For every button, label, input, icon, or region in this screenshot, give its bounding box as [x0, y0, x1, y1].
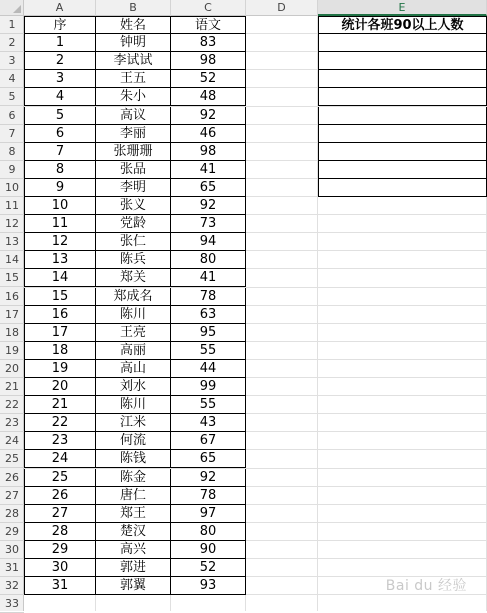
table-cell[interactable]: 80: [171, 523, 246, 541]
table-cell[interactable]: 张义: [96, 197, 171, 215]
table-header-cell[interactable]: 语文: [171, 16, 246, 34]
table-cell[interactable]: 23: [24, 432, 96, 450]
row-header-30[interactable]: 30: [0, 541, 24, 559]
table-cell[interactable]: 98: [171, 52, 246, 70]
table-cell[interactable]: 29: [24, 541, 96, 559]
row-header-19[interactable]: 19: [0, 342, 24, 360]
table-cell[interactable]: 92: [171, 107, 246, 125]
table-cell[interactable]: 12: [24, 233, 96, 251]
table-cell[interactable]: 王五: [96, 70, 171, 88]
table-cell[interactable]: 郑王: [96, 505, 171, 523]
select-all-corner[interactable]: [0, 0, 24, 16]
row-header-15[interactable]: 15: [0, 269, 24, 287]
table-cell[interactable]: 18: [24, 342, 96, 360]
table-cell[interactable]: 44: [171, 360, 246, 378]
summary-empty-cell[interactable]: [318, 143, 487, 161]
column-header-bar: [24, 0, 487, 16]
table-cell[interactable]: 6: [24, 125, 96, 143]
table-cell[interactable]: 25: [24, 469, 96, 487]
row-header-11[interactable]: 11: [0, 197, 24, 215]
table-cell[interactable]: 73: [171, 215, 246, 233]
table-cell[interactable]: 19: [24, 360, 96, 378]
row-header-23[interactable]: 23: [0, 414, 24, 432]
table-cell[interactable]: 唐仁: [96, 487, 171, 505]
row-header-18[interactable]: 18: [0, 324, 24, 342]
row-header-3[interactable]: 3: [0, 52, 24, 70]
row-header-32[interactable]: 32: [0, 577, 24, 595]
row-header-29[interactable]: 29: [0, 523, 24, 541]
table-cell[interactable]: 48: [171, 88, 246, 106]
summary-empty-cell[interactable]: [318, 125, 487, 143]
table-cell[interactable]: 52: [171, 70, 246, 88]
row-header-10[interactable]: 10: [0, 179, 24, 197]
row-header-21[interactable]: 21: [0, 378, 24, 396]
table-cell[interactable]: 43: [171, 414, 246, 432]
row-header-28[interactable]: 28: [0, 505, 24, 523]
table-cell[interactable]: 陈川: [96, 306, 171, 324]
table-cell[interactable]: 党龄: [96, 215, 171, 233]
table-cell[interactable]: 李试试: [96, 52, 171, 70]
summary-empty-cell[interactable]: [318, 161, 487, 179]
table-cell[interactable]: 20: [24, 378, 96, 396]
table-cell[interactable]: 92: [171, 197, 246, 215]
table-cell[interactable]: 28: [24, 523, 96, 541]
row-header-4[interactable]: 4: [0, 70, 24, 88]
summary-empty-cell[interactable]: [318, 34, 487, 52]
table-cell[interactable]: 24: [24, 450, 96, 468]
table-cell[interactable]: 16: [24, 306, 96, 324]
table-cell[interactable]: 1: [24, 34, 96, 52]
row-header-24[interactable]: 24: [0, 432, 24, 450]
table-cell[interactable]: 31: [24, 577, 96, 595]
row-header-9[interactable]: 9: [0, 161, 24, 179]
table-cell[interactable]: 高丽: [96, 342, 171, 360]
summary-empty-cell[interactable]: [318, 70, 487, 88]
row-header-27[interactable]: 27: [0, 487, 24, 505]
table-cell[interactable]: 陈金: [96, 469, 171, 487]
table-cell[interactable]: 陈川: [96, 396, 171, 414]
table-cell[interactable]: 7: [24, 143, 96, 161]
table-cell[interactable]: 17: [24, 324, 96, 342]
table-cell[interactable]: 63: [171, 306, 246, 324]
table-cell[interactable]: 高议: [96, 107, 171, 125]
table-cell[interactable]: 江米: [96, 414, 171, 432]
table-cell[interactable]: 55: [171, 396, 246, 414]
table-cell[interactable]: 张仁: [96, 233, 171, 251]
table-cell[interactable]: 55: [171, 342, 246, 360]
summary-title-cell[interactable]: 统计各班90以上人数: [318, 16, 487, 34]
row-header-14[interactable]: 14: [0, 251, 24, 269]
table-cell[interactable]: 8: [24, 161, 96, 179]
table-cell[interactable]: 65: [171, 179, 246, 197]
table-cell[interactable]: 94: [171, 233, 246, 251]
table-cell[interactable]: 52: [171, 559, 246, 577]
table-cell[interactable]: 钟明: [96, 34, 171, 52]
table-cell[interactable]: 80: [171, 251, 246, 269]
row-header-33[interactable]: 33: [0, 595, 24, 613]
table-cell[interactable]: 2: [24, 52, 96, 70]
table-cell[interactable]: 41: [171, 161, 246, 179]
table-cell[interactable]: 李明: [96, 179, 171, 197]
row-header-5[interactable]: 5: [0, 88, 24, 106]
table-cell[interactable]: 83: [171, 34, 246, 52]
table-cell[interactable]: 张品: [96, 161, 171, 179]
table-cell[interactable]: 26: [24, 487, 96, 505]
summary-empty-cell[interactable]: [318, 88, 487, 106]
table-cell[interactable]: 高兴: [96, 541, 171, 559]
table-cell[interactable]: 46: [171, 125, 246, 143]
watermark: Bai du 经验: [385, 578, 467, 594]
table-cell[interactable]: 郭进: [96, 559, 171, 577]
table-cell[interactable]: 高山: [96, 360, 171, 378]
summary-empty-cell[interactable]: [318, 179, 487, 197]
row-header-bar: [0, 16, 24, 611]
table-cell[interactable]: 14: [24, 269, 96, 287]
table-cell[interactable]: 朱小: [96, 88, 171, 106]
table-cell[interactable]: 陈钱: [96, 450, 171, 468]
summary-empty-cell[interactable]: [318, 52, 487, 70]
table-cell[interactable]: 李丽: [96, 125, 171, 143]
table-cell[interactable]: 98: [171, 143, 246, 161]
table-cell[interactable]: 何流: [96, 432, 171, 450]
table-cell[interactable]: 92: [171, 469, 246, 487]
table-cell[interactable]: 99: [171, 378, 246, 396]
table-cell[interactable]: 王亮: [96, 324, 171, 342]
row-header-20[interactable]: 20: [0, 360, 24, 378]
table-cell[interactable]: 5: [24, 107, 96, 125]
row-header-1[interactable]: 1: [0, 16, 24, 34]
table-cell[interactable]: 93: [171, 577, 246, 595]
table-cell[interactable]: 郑关: [96, 269, 171, 287]
row-header-7[interactable]: 7: [0, 125, 24, 143]
table-cell[interactable]: 78: [171, 288, 246, 306]
table-cell[interactable]: 13: [24, 251, 96, 269]
table-cell[interactable]: 22: [24, 414, 96, 432]
select-all-triangle-icon: [13, 5, 21, 13]
row-header-22[interactable]: 22: [0, 396, 24, 414]
row-header-2[interactable]: 2: [0, 34, 24, 52]
row-header-25[interactable]: 25: [0, 450, 24, 468]
table-cell[interactable]: 21: [24, 396, 96, 414]
table-cell[interactable]: 27: [24, 505, 96, 523]
row-header-12[interactable]: 12: [0, 215, 24, 233]
table-cell[interactable]: 97: [171, 505, 246, 523]
column-header-c[interactable]: C: [171, 0, 246, 16]
summary-empty-cell[interactable]: [318, 107, 487, 125]
table-cell[interactable]: 9: [24, 179, 96, 197]
table-cell[interactable]: 67: [171, 432, 246, 450]
table-cell[interactable]: 刘水: [96, 378, 171, 396]
column-header-e[interactable]: E: [318, 0, 487, 16]
row-header-13[interactable]: 13: [0, 233, 24, 251]
table-cell[interactable]: 65: [171, 450, 246, 468]
table-cell[interactable]: 4: [24, 88, 96, 106]
table-cell[interactable]: 张珊珊: [96, 143, 171, 161]
row-header-6[interactable]: 6: [0, 107, 24, 125]
column-header-a[interactable]: A: [24, 0, 96, 16]
table-cell[interactable]: 郭翼: [96, 577, 171, 595]
table-cell[interactable]: 陈兵: [96, 251, 171, 269]
table-header-cell[interactable]: 序: [24, 16, 96, 34]
table-cell[interactable]: 78: [171, 487, 246, 505]
row-header-16[interactable]: 16: [0, 288, 24, 306]
column-header-d[interactable]: D: [246, 0, 318, 16]
table-cell[interactable]: 10: [24, 197, 96, 215]
table-cell[interactable]: 郑成名: [96, 288, 171, 306]
table-cell[interactable]: 楚汉: [96, 523, 171, 541]
cell-grid[interactable]: [24, 16, 487, 611]
column-header-b[interactable]: B: [96, 0, 171, 16]
row-header-26[interactable]: 26: [0, 469, 24, 487]
table-cell[interactable]: 15: [24, 288, 96, 306]
row-header-8[interactable]: 8: [0, 143, 24, 161]
row-header-17[interactable]: 17: [0, 306, 24, 324]
table-cell[interactable]: 11: [24, 215, 96, 233]
table-cell[interactable]: 3: [24, 70, 96, 88]
table-cell[interactable]: 90: [171, 541, 246, 559]
table-cell[interactable]: 41: [171, 269, 246, 287]
table-header-cell[interactable]: 姓名: [96, 16, 171, 34]
row-header-31[interactable]: 31: [0, 559, 24, 577]
table-cell[interactable]: 30: [24, 559, 96, 577]
table-cell[interactable]: 95: [171, 324, 246, 342]
